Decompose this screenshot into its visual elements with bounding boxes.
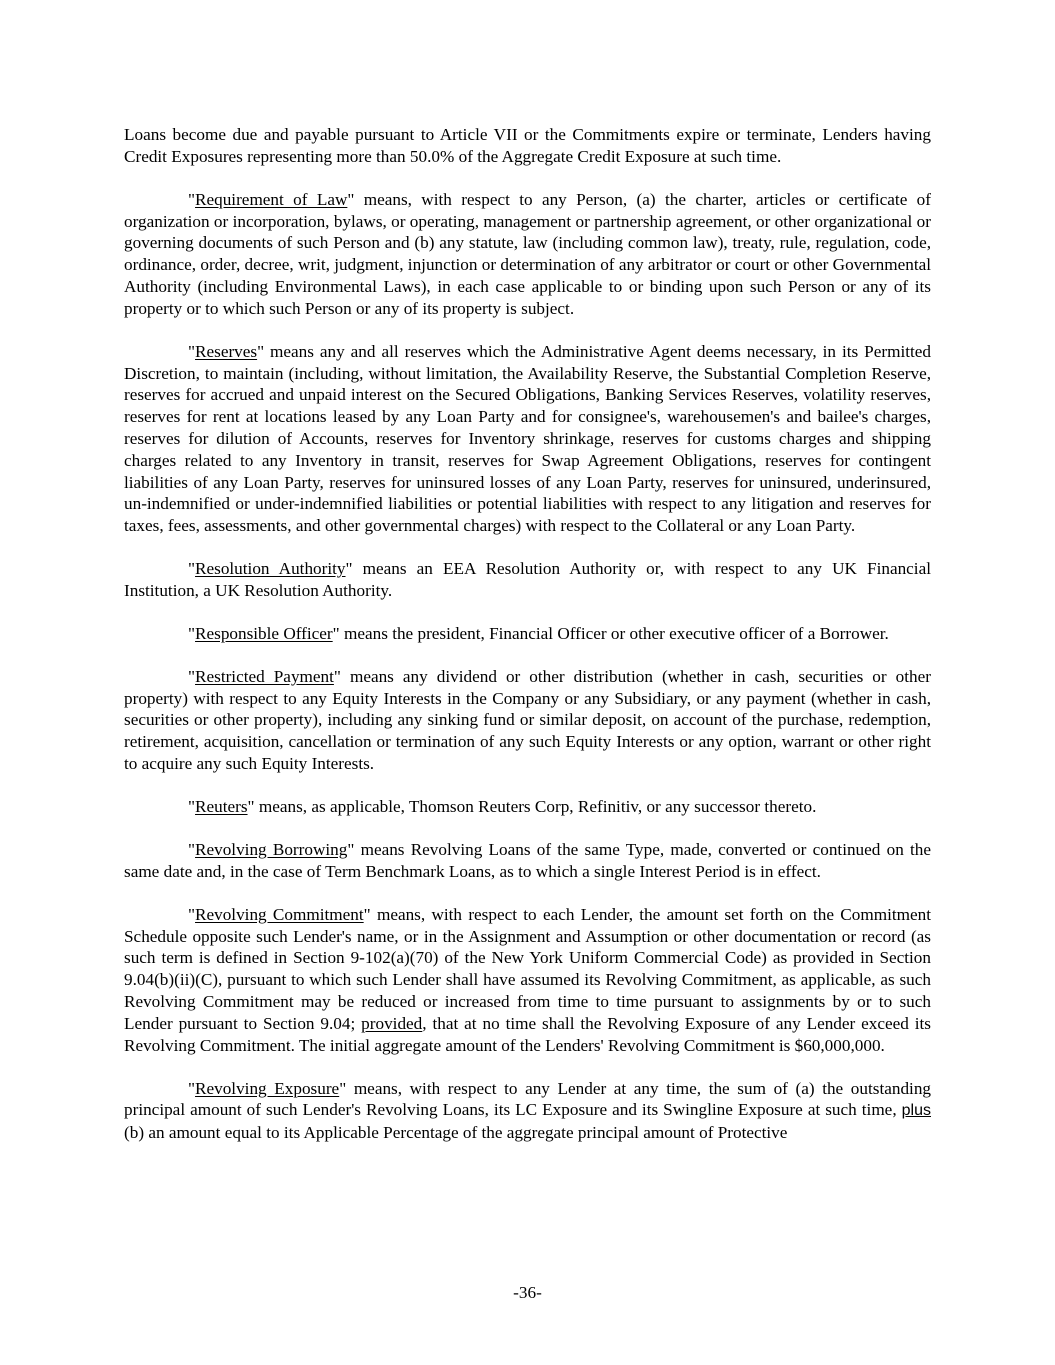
defined-term: Requirement of Law <box>195 189 348 209</box>
defined-term: Resolution Authority <box>195 559 346 579</box>
plus-keyword: plus <box>901 1102 931 1120</box>
definition-reserves: "Reserves" means any and all reserves which the Administrative Agent deems necessary, in its Permitted Discretion, to maintain (including, without limitation, the Availability Reserve, the Substantial Completion Reserve, reserves for accrued and unpaid interest on the Secured Obligations, Banking Services Reserves, volatility reserves, reserves for rent at locations leased by any Loan Party and for consignee's, warehousemen's and bailee's charges, reserves for dilution of Accounts, reserves for Inventory shrinkage, reserves for customs charges and shipping charges related to any Inventory in transit, reserves for Swap Agreement Obligations, reserves for contingent liabilities of any Loan Party, reserves for uninsured losses of any Loan Party, reserves for uninsured, underinsured, un-indemnified or under-indemnified liabilities or potential liabilities with respect to any litigation and reserves for taxes, fees, assessments, and other governmental charges) with respect to the Collateral or any Loan Party. <box>124 341 931 536</box>
definition-revolving-borrowing: "Revolving Borrowing" means Revolving Loans of the same Type, made, converted or continued on the same date and, in the case of Term Benchmark Loans, as to which a single Interest Period is in effect. <box>124 840 931 881</box>
defined-term: Reuters <box>195 797 248 817</box>
defined-term: Responsible Officer <box>195 623 333 643</box>
provided-keyword: provided <box>361 1013 423 1033</box>
definition-restricted-payment: "Restricted Payment" means any dividend or other distribution (whether in cash, securities or other property) with respect to any Equity Interests in the Company or any Subsidiary, or any payment (whether in cash, securities or other property), including any sinking fund or similar deposit, on account of the purchase, redemption, retirement, acquisition, cancellation or termination of any such Equity Interests or any option, warrant or other right to acquire any such Equity Interests. <box>124 666 931 774</box>
defined-term: Restricted Payment <box>195 666 334 686</box>
paragraph-continuation: Loans become due and payable pursuant to Article VII or the Commitments expire or terminate, Lenders having Credit Exposures representing more than 50.0% of the Aggregate Credit Exposure at such time. <box>124 125 931 166</box>
defined-term: Revolving Commitment <box>195 904 364 924</box>
defined-term: Reserves <box>195 341 258 361</box>
defined-term: Revolving Exposure <box>195 1078 340 1098</box>
definition-reuters: "Reuters" means, as applicable, Thomson Reuters Corp, Refinitiv, or any successor thereto. <box>188 797 817 817</box>
document-page <box>124 124 931 1165</box>
page-number: -36- <box>513 1283 542 1302</box>
definition-revolving-exposure: "Revolving Exposure" means, with respect to any Lender at any time, the sum of (a) the outstanding principal amount of such Lender's Revolving Loans, its LC Exposure and its Swingline Exposure at such time, plus (b) an amount equal to its Applicable Percentage of the aggregate principal amount of Protective <box>124 1078 932 1143</box>
defined-term: Revolving Borrowing <box>195 840 348 860</box>
definition-requirement-of-law: "Requirement of Law" means, with respect to any Person, (a) the charter, articles or certificate of organization or incorporation, bylaws, or operating, management or partnership agreement, or other organizational or governing documents of such Person and (b) any statute, law (including common law), treaty, rule, regulation, code, ordinance, order, decree, writ, judgment, injunction or determination of any arbitrator or court or other Governmental Authority (including Environmental Laws), in each case applicable to or binding upon such Person or any of its property or to which such Person or any of its property is subject. <box>124 189 931 318</box>
definition-revolving-commitment: "Revolving Commitment" means, with respect to each Lender, the amount set forth on the Commitment Schedule opposite such Lender's name, or in the Assignment and Assumption or other documentation or record (as such term is defined in Section 9-102(a)(70) of the New York Uniform Commercial Code) as provided in Section 9.04(b)(ii)(C), pursuant to which such Lender shall have assumed its Revolving Commitment, as applicable, as such Revolving Commitment may be reduced or increased from time to time pursuant to assignments by or to such Lender pursuant to Section 9.04; provided, that at no time shall the Revolving Exposure of any Lender exceed its Revolving Commitment. The initial aggregate amount of the Lenders' Revolving Commitment is $60,000,000. <box>124 904 931 1055</box>
definition-resolution-authority: "Resolution Authority" means an EEA Resolution Authority or, with respect to any UK Financial Institution, a UK Resolution Authority. <box>124 559 931 600</box>
definition-responsible-officer: "Responsible Officer" means the president, Financial Officer or other executive officer of a Borrower. <box>188 623 889 643</box>
